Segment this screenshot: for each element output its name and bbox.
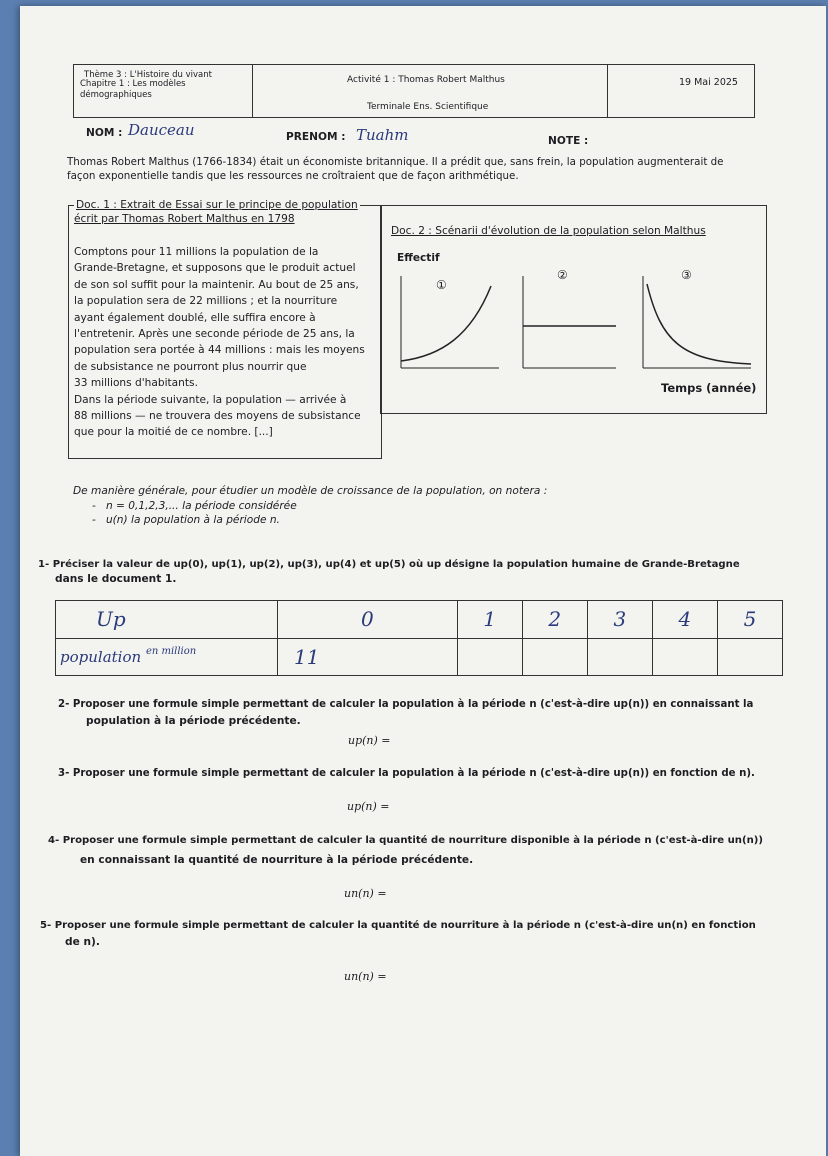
general-bullet-1: - n = 0,1,2,3,... la période considérée: [92, 500, 297, 512]
exponential-curve: [401, 286, 491, 361]
table-row: [56, 638, 783, 676]
level-label: Terminale Ens. Scientifique: [367, 102, 489, 112]
values-table: [55, 600, 783, 676]
table-header-cell: 3: [587, 601, 652, 639]
doc1-box: [68, 199, 382, 459]
date: 19 Mai 2025: [679, 77, 738, 88]
q2-line-1: 2- Proposer une formule simple permettant de calculer la population à la période n (c'est-à-dire up(n)) en connaissant la: [58, 699, 754, 710]
q1-line-2: dans le document 1.: [55, 573, 177, 585]
graph-2: [523, 276, 616, 368]
population-unit: en million: [145, 645, 197, 657]
header-date-cell: [607, 65, 754, 117]
table-cell[interactable]: [652, 638, 717, 676]
population-label: population: [60, 647, 142, 666]
intro-line-2: façon exponentielle tandis que les ressources ne croîtraient que de façon arithmétique.: [67, 170, 519, 182]
general-bullet-1-text: n = 0,1,2,3,... la période considérée: [105, 500, 297, 512]
doc2-xlabel: Temps (année): [661, 381, 757, 395]
doc1-line: Comptons pour 11 millions la population de la: [74, 246, 319, 258]
table-header-cell: 5: [717, 601, 782, 639]
theme-line2: Chapitre 1 : Les modèles: [80, 79, 186, 89]
graph-3: [643, 276, 751, 368]
doc1-line: de son sol suffit pour la maintenir. Au bout de 25 ans,: [74, 278, 359, 291]
q5-line-1: 5- Proposer une formule simple permettant de calculer la quantité de nourriture à la période n (c'est-à-dire un(n) en fonction: [40, 920, 756, 931]
doc2-box: [380, 205, 767, 414]
table-header-cell: 0: [278, 601, 458, 639]
doc1-line: ayant également doublé, elle suffira encore à: [74, 311, 316, 324]
scenario-2-label: ②: [557, 268, 568, 282]
header-activity-cell: [252, 65, 608, 117]
table-header-cell: 4: [652, 601, 717, 639]
table-row: [56, 601, 783, 639]
theme-line3: démographiques: [80, 90, 152, 100]
table-row-label: [56, 638, 278, 676]
doc1-line: l'entretenir. Après une seconde période de 25 ans, la: [74, 328, 355, 341]
table-cell[interactable]: [587, 638, 652, 676]
doc1-line: que pour la moitié de ce nombre. [...]: [74, 426, 273, 439]
doc1-text: [74, 244, 380, 441]
doc1-line: Dans la période suivante, la population — arrivée à: [74, 393, 347, 406]
table-cell[interactable]: 11: [278, 638, 458, 676]
doc1-title: Doc. 1 : Extrait de Essai sur le principe de population: [76, 199, 358, 211]
nom-label: NOM :: [86, 127, 123, 139]
doc1-line: Grande-Bretagne, et supposons que le produit actuel: [74, 262, 356, 275]
theme-line1: Thème 3 : L'Histoire du vivant: [84, 70, 212, 80]
prenom-value[interactable]: Tuahm: [356, 126, 409, 144]
q4-line-1: 4- Proposer une formule simple permettant de calculer la quantité de nourriture disponible à la période n (c'est-à-dire un(n)): [48, 835, 764, 846]
general-intro: De manière générale, pour étudier un modèle de croissance de la population, on notera :: [73, 485, 548, 497]
table-cell[interactable]: [717, 638, 782, 676]
q1-line-1: 1- Préciser la valeur de up(0), up(1), up(2), up(3), up(4) et up(5) où up désigne la population humaine de Grande-Bretagne: [38, 559, 740, 570]
q2-formula[interactable]: up(n) =: [348, 734, 391, 747]
scenario-1-label: ①: [436, 278, 447, 292]
q2-line-2: population à la période précédente.: [86, 715, 301, 727]
activity-title: Activité 1 : Thomas Robert Malthus: [347, 75, 505, 85]
general-bullet-2: - u(n) la population à la période n.: [92, 514, 280, 526]
header-table: [73, 64, 755, 118]
table-header-cell: 1: [457, 601, 522, 639]
q3-line-1: 3- Proposer une formule simple permettant de calculer la population à la période n (c'est-à-dire up(n)) en fonction de n).: [58, 768, 755, 779]
q5-line-2: de n).: [65, 936, 100, 948]
doc1-line: 88 millions — ne trouvera des moyens de subsistance: [74, 410, 361, 423]
doc2-graphs: [381, 206, 766, 413]
note-label: NOTE :: [548, 135, 589, 147]
scenario-3-label: ③: [681, 268, 692, 282]
doc1-line: la population sera de 22 millions ; et la nourriture: [74, 295, 338, 308]
header-theme-cell: [74, 65, 253, 117]
intro-line-1: Thomas Robert Malthus (1766-1834) était un économiste britannique. Il a prédit que, sans frein, la population augmenterait de: [67, 156, 724, 168]
doc1-line: 33 millions d'habitants.: [74, 377, 198, 390]
q4-line-2: en connaissant la quantité de nourriture à la période précédente.: [80, 854, 474, 866]
q4-formula[interactable]: un(n) =: [344, 887, 387, 900]
doc1-line: population sera portée à 44 millions : mais les moyens: [74, 344, 365, 357]
table-cell[interactable]: [522, 638, 587, 676]
q3-formula[interactable]: up(n) =: [347, 800, 390, 813]
doc2-title: Doc. 2 : Scénarii d'évolution de la population selon Malthus: [391, 225, 706, 237]
graph-1: [401, 276, 499, 368]
general-bullet-2-text: u(n) la population à la période n.: [105, 514, 280, 526]
doc1-line: de subsistance ne pourront plus nourrir que: [74, 360, 307, 373]
prenom-label: PRENOM :: [286, 131, 346, 143]
doc2-ylabel: Effectif: [397, 252, 440, 264]
table-header-cell: 2: [522, 601, 587, 639]
q5-formula[interactable]: un(n) =: [344, 970, 387, 983]
table-cell[interactable]: [457, 638, 522, 676]
nom-value[interactable]: Dauceau: [128, 121, 195, 139]
table-header-cell: Up: [56, 601, 278, 639]
doc1-subtitle: écrit par Thomas Robert Malthus en 1798: [74, 213, 295, 225]
decreasing-curve: [647, 284, 751, 364]
